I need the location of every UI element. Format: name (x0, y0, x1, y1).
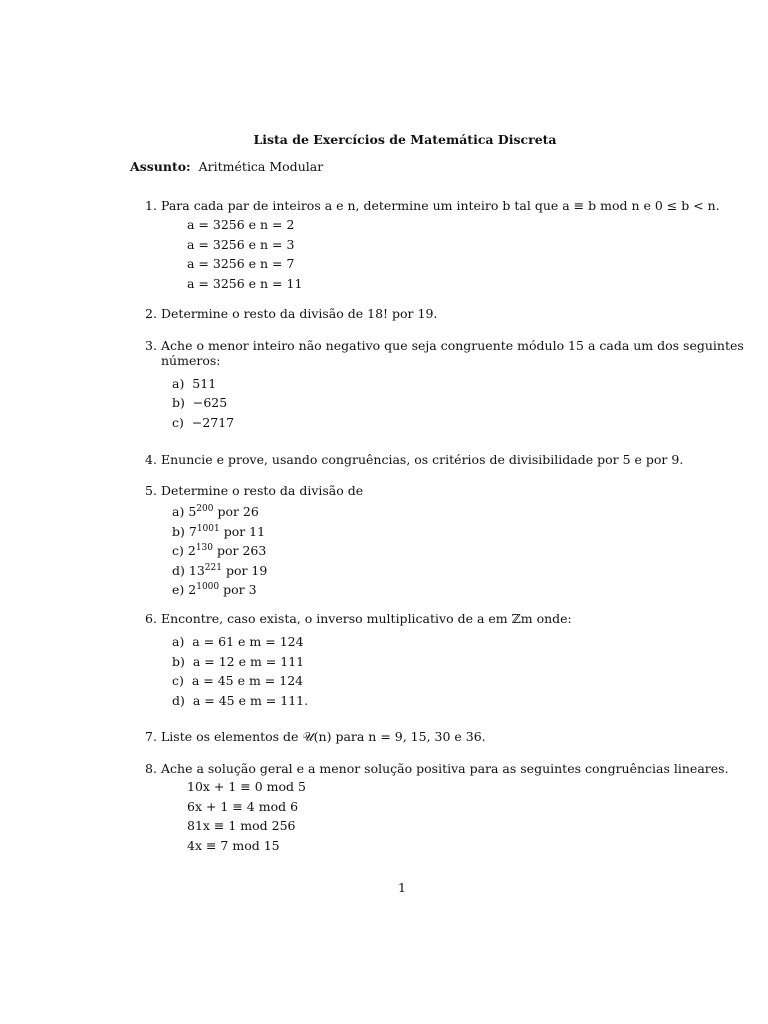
item-value: a = 45 e m = 111. (192, 693, 309, 708)
power-exponent: 221 (204, 563, 222, 573)
list-item: 6x + 1 ≡ 4 mod 6 (187, 799, 299, 814)
item-label: a) (172, 376, 185, 391)
item-label: c) (172, 415, 184, 430)
list-item (172, 654, 304, 670)
question-text: Ache a solução geral e a menor solução positiva para as seguintes congruências lineares. (161, 761, 729, 776)
list-item: a = 3256 e n = 2 (187, 217, 295, 232)
question-text: Determine o resto da divisão de (161, 483, 364, 498)
item-label: c) (172, 543, 184, 559)
item-label: c) (172, 673, 184, 688)
item-rest: por 26 (213, 504, 259, 520)
question-2 (145, 306, 437, 322)
question-6 (145, 611, 572, 627)
power-base: 5 (188, 504, 197, 520)
list-item (172, 579, 257, 598)
question-number: 5. (145, 483, 157, 498)
item-rest: por 19 (221, 563, 268, 579)
question-text-continued: números: (161, 353, 221, 368)
question-text: Liste os elementos de 𝒰(n) para n = 9, 15, 30 e 36. (161, 729, 486, 744)
item-value: a = 61 e m = 124 (192, 634, 304, 649)
question-4 (145, 452, 683, 468)
list-item (172, 501, 259, 520)
power-exponent: 130 (195, 543, 214, 553)
list-item: a = 3256 e n = 11 (187, 276, 303, 291)
power-base: 13 (188, 563, 205, 579)
list-item (172, 395, 227, 411)
item-rest: por 263 (213, 543, 267, 559)
item-label: a) (172, 504, 185, 520)
item-value: −2717 (191, 415, 235, 430)
item-label: b) (172, 654, 185, 669)
item-label: d) (172, 563, 185, 579)
item-rest: por 3 (219, 582, 257, 598)
list-item: 81x ≡ 1 mod 256 (187, 818, 296, 833)
question-number: 2. (145, 306, 157, 321)
item-value: a = 45 e m = 124 (191, 673, 304, 688)
question-number: 4. (145, 452, 157, 467)
item-label: b) (172, 395, 185, 410)
list-item: a = 3256 e n = 3 (187, 237, 295, 252)
list-item (172, 415, 234, 431)
power-base: 7 (188, 524, 197, 540)
page-number: 1 (398, 880, 406, 895)
power-base: 2 (187, 543, 196, 559)
power-exponent: 1001 (196, 524, 220, 534)
item-label: d) (172, 693, 185, 708)
list-item: 10x + 1 ≡ 0 mod 5 (187, 779, 306, 794)
list-item (172, 634, 304, 650)
list-item (172, 521, 265, 540)
question-number: 1. (145, 198, 157, 213)
list-item: 4x ≡ 7 mod 15 (187, 838, 280, 853)
question-3 (145, 338, 744, 354)
question-7 (145, 729, 486, 745)
power-base: 2 (188, 582, 197, 598)
power-exponent: 1000 (196, 582, 220, 592)
list-item (172, 693, 308, 709)
list-item (172, 560, 267, 579)
item-value: a = 12 e m = 111 (192, 654, 305, 669)
item-label: a) (172, 634, 185, 649)
question-5 (145, 483, 363, 499)
question-8 (145, 761, 729, 777)
page-title: Lista de Exercícios de Matemática Discreta (253, 132, 557, 147)
question-1 (145, 198, 720, 214)
item-value: −625 (192, 395, 228, 410)
list-item (172, 673, 303, 689)
question-number: 6. (145, 611, 157, 626)
question-number: 3. (145, 338, 157, 353)
list-item (172, 376, 216, 392)
question-text: Determine o resto da divisão de 18! por 19. (161, 306, 438, 321)
item-rest: por 11 (219, 524, 266, 540)
list-item: a = 3256 e n = 7 (187, 256, 295, 271)
subject-value: Aritmética Modular (198, 159, 324, 174)
question-number: 8. (145, 761, 157, 776)
question-text: Enuncie e prove, usando congruências, os critérios de divisibilidade por 5 e por 9. (161, 452, 684, 467)
question-text: Ache o menor inteiro não negativo que seja congruente módulo 15 a cada um dos seguintes (161, 338, 744, 353)
subject-line (130, 159, 323, 175)
question-text: Para cada par de inteiros a e n, determine um inteiro b tal que a ≡ b mod n e 0 ≤ b < n. (161, 198, 720, 213)
item-label: b) (172, 524, 185, 540)
power-exponent: 200 (196, 504, 214, 514)
question-text: Encontre, caso exista, o inverso multiplicativo de a em ℤm onde: (161, 611, 572, 626)
question-number: 7. (145, 729, 157, 744)
subject-label: Assunto: (130, 159, 191, 174)
item-value: 511 (192, 376, 217, 391)
list-item (172, 540, 266, 559)
item-label: e) (172, 582, 185, 598)
